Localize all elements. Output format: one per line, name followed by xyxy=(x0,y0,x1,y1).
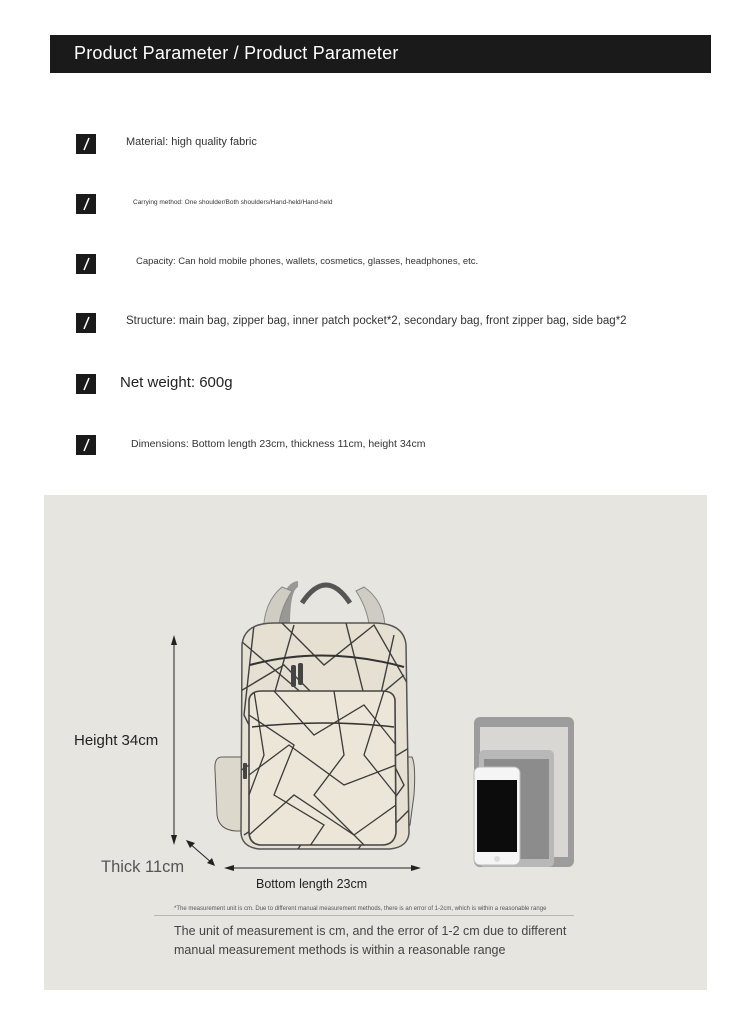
param-material: Material: high quality fabric xyxy=(126,136,257,148)
height-label: Height 34cm xyxy=(74,732,159,749)
product-photo xyxy=(44,495,707,990)
measurement-note-small: *The measurement unit is cm. Due to different manual measurement methods, there is an error of 1-2cm, which is within a reasonable range xyxy=(174,906,547,912)
param-weight: Net weight: 600g xyxy=(120,374,233,391)
measurement-note-line2: manual measurement methods is within a reasonable range xyxy=(174,943,506,957)
param-dimensions: Dimensions: Bottom length 23cm, thickness 11cm, height 34cm xyxy=(131,438,426,450)
slash-icon xyxy=(76,134,96,154)
thick-label: Thick 11cm xyxy=(101,858,185,876)
slash-icon xyxy=(76,254,96,274)
measurement-note xyxy=(174,922,594,960)
divider xyxy=(154,915,574,916)
slash-icon xyxy=(76,435,96,455)
param-capacity: Capacity: Can hold mobile phones, wallets, cosmetics, glasses, headphones, etc. xyxy=(136,256,479,267)
slash-icon xyxy=(76,313,96,333)
slash-icon xyxy=(76,194,96,214)
section-header xyxy=(50,35,711,73)
section-title: Product Parameter / Product Parameter xyxy=(74,43,399,63)
measurement-note-line1: The unit of measurement is cm, and the error of 1-2 cm due to different xyxy=(174,924,567,938)
param-carrying: Carrying method: One shoulder/Both shoulders/Hand-held/Hand-held xyxy=(133,199,333,206)
param-structure: Structure: main bag, zipper bag, inner patch pocket*2, secondary bag, front zipper bag, side bag*2 xyxy=(126,315,627,327)
bottom-length-label: Bottom length 23cm xyxy=(256,877,368,891)
slash-icon xyxy=(76,374,96,394)
